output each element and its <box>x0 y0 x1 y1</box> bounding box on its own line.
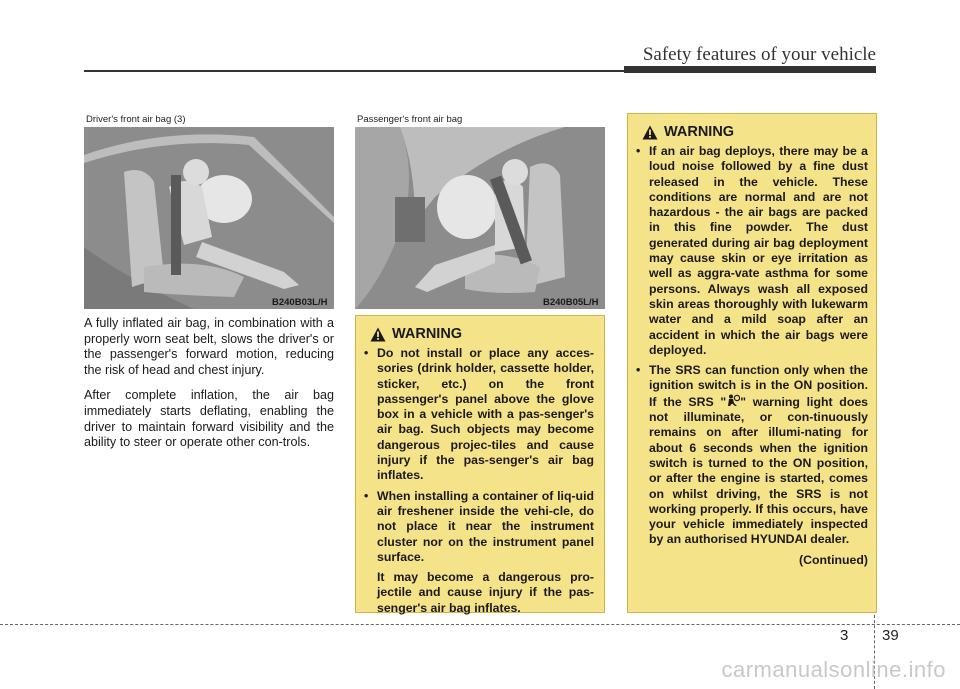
warning-item: • When installing a container of liq-uid air freshener inside the vehi-cle, do not place it near the instrument cluster nor on the instrument panel surface. <box>362 489 594 565</box>
header-bar <box>624 66 876 73</box>
header-rule <box>84 70 624 72</box>
warning-item-srs <box>634 363 868 548</box>
page-number: 39 <box>882 627 899 644</box>
body-text <box>84 316 334 461</box>
warning-triangle-icon <box>370 327 386 342</box>
footer-rule <box>0 624 960 625</box>
warning-title: WARNING <box>664 124 735 140</box>
warning-header <box>370 326 594 342</box>
body-paragraph: After complete inflation, the air bag immediately starts deflating, enabling the driver to maintain forward visibility and the ability to steer or operate other con-trols. <box>84 388 334 450</box>
srs-airbag-person-icon <box>726 394 740 407</box>
body-paragraph: A fully inflated air bag, in combination with a properly worn seat belt, slows the driver's or the passenger's forward motion, reducing the risk of head and chest injury. <box>84 316 334 377</box>
figure-passenger-airbag <box>355 127 605 309</box>
warning-list <box>634 144 868 548</box>
warning-list <box>362 346 594 565</box>
warning-item: • Do not install or place any acces-sories (drink holder, cassette holder, sticker, etc.) on the front passenger's panel above the glove box in a vehicle with a pas-senger's air bag. Such objects may become dangerous projec-tiles and cause injury if the pas-senger's air bag inflates. <box>362 346 594 484</box>
section-title: Safety features of your vehicle <box>642 44 876 65</box>
warning-box-dust-srs <box>627 113 877 613</box>
srs-text-after: " warning light does not illuminate, or con-tinuously remains on after illumi-nating for about 6 seconds when the ignition switch is turned to the ON position, or after the engine is started, comes on whilst driving, the SRS is not working properly. If this occurs, have your vehicle immediately inspected by an authorised HYUNDAI dealer. <box>649 394 869 547</box>
figure-passenger-code: B240B05L/H <box>543 297 599 308</box>
warning-triangle-icon <box>642 125 658 140</box>
warning-box-accessories <box>355 315 605 613</box>
srs-text-before: The SRS can function only when the ignition switch is in the ON position. If the SRS " <box>649 363 868 409</box>
driver-airbag-illustration <box>84 127 334 309</box>
watermark: carmanualsonline.info <box>721 657 946 682</box>
warning-item: • If an air bag deploys, there may be a loud noise followed by a fine dust released in the vehicle. These conditions are normal and are not hazardous - the air bags are packed in this fine powder. The dust generated during air bag deployment may cause skin or eye irritation as well as aggra-vate asthma for some persons. Always wash all exposed skin areas thoroughly with lukewarm water and a mild soap after an accident in which the air bags were deployed. <box>634 144 868 358</box>
continued-label: (Continued) <box>799 552 868 567</box>
warning-title: WARNING <box>392 326 463 342</box>
figure-passenger-caption: Passenger's front air bag <box>357 114 463 125</box>
figure-driver-airbag <box>84 127 334 309</box>
figure-driver-code: B240B03L/H <box>272 297 328 308</box>
passenger-airbag-illustration <box>355 127 605 309</box>
warning-header <box>642 124 868 140</box>
figure-driver-caption: Driver's front air bag (3) <box>86 114 186 125</box>
chapter-number: 3 <box>840 627 849 644</box>
warning-note: It may become a dangerous pro-jectile and cause injury if the pas-senger's air bag inflates. <box>377 570 594 615</box>
